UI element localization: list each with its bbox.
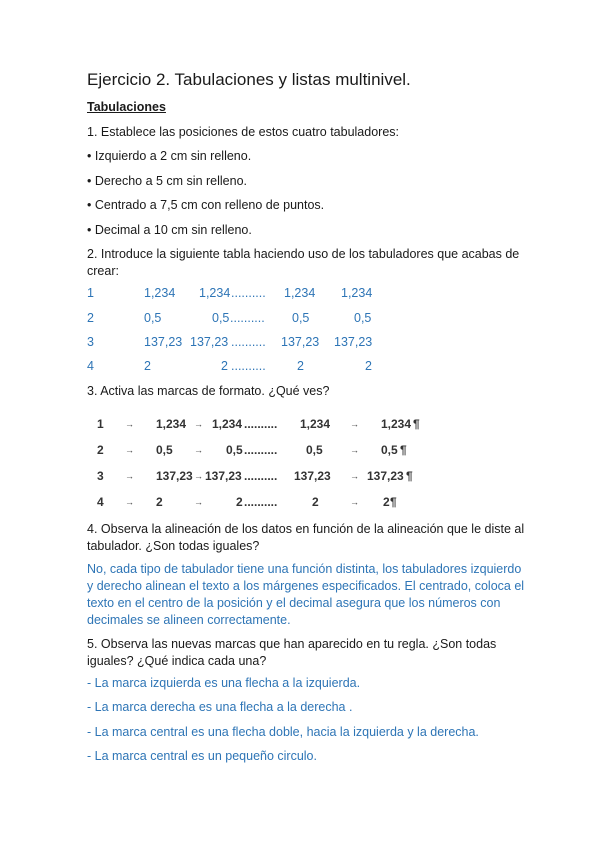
list-item: • Izquierdo a 2 cm sin relleno. bbox=[87, 149, 252, 163]
format-cell-left: 137,23 bbox=[156, 469, 193, 483]
table-cell-number: 1 bbox=[87, 286, 94, 300]
format-cell-dots: .......... bbox=[244, 469, 278, 483]
table-cell-decimal: 0,5 bbox=[354, 311, 372, 325]
format-cell-dots: .......... bbox=[244, 417, 278, 431]
tab-arrow-icon: → bbox=[125, 471, 134, 481]
tab-arrow-icon: → bbox=[350, 445, 359, 455]
table-cell-right: 137,23 bbox=[190, 335, 229, 349]
format-cell-left: 1,234 bbox=[156, 417, 187, 431]
table-cell-dots: .......... bbox=[230, 311, 265, 325]
format-cell-right: 137,23 bbox=[205, 469, 242, 483]
table-cell-number: 2 bbox=[87, 311, 94, 325]
format-cell-left: 2 bbox=[156, 495, 163, 509]
answer-4-line: y derecho alinean el texto a los márgenes especificados. El centrado, coloca el bbox=[87, 579, 525, 593]
pilcrow-icon: ¶ bbox=[400, 443, 407, 457]
page-title: Ejercicio 2. Tabulaciones y listas multinivel. bbox=[87, 70, 411, 89]
table-cell-decimal: 2 bbox=[365, 359, 372, 373]
tab-arrow-icon: → bbox=[350, 497, 359, 507]
format-cell-number: 2 bbox=[97, 443, 104, 457]
table-cell-left: 1,234 bbox=[144, 286, 176, 300]
question-4-line-1: 4. Observa la alineación de los datos en función de la alineación que le diste al bbox=[87, 522, 525, 536]
answer-5-item: - La marca central es una flecha doble, hacia la izquierda y la derecha. bbox=[87, 725, 479, 739]
format-cell-decimal: 0,5 bbox=[381, 443, 398, 457]
question-5-line-1: 5. Observa las nuevas marcas que han aparecido en tu regla. ¿Son todas bbox=[87, 637, 497, 651]
table-cell-left: 137,23 bbox=[144, 335, 183, 349]
question-5-line-2: iguales? ¿Qué indica cada una? bbox=[87, 654, 267, 668]
format-cell-decimal: 137,23 bbox=[367, 469, 404, 483]
tab-arrow-icon: → bbox=[194, 497, 203, 507]
format-cell-center: 137,23 bbox=[294, 469, 331, 483]
table-cell-right: 0,5 bbox=[212, 311, 230, 325]
table-cell-center: 0,5 bbox=[292, 311, 310, 325]
table-cell-decimal: 137,23 bbox=[334, 335, 373, 349]
format-cell-number: 4 bbox=[97, 495, 104, 509]
tab-arrow-icon: → bbox=[194, 419, 203, 429]
answer-5-item: - La marca central es un pequeño circulo. bbox=[87, 749, 317, 763]
table-cell-left: 2 bbox=[144, 359, 151, 373]
table-cell-number: 4 bbox=[87, 359, 94, 373]
tab-arrow-icon: → bbox=[350, 419, 359, 429]
table-cell-center: 2 bbox=[297, 359, 304, 373]
format-cell-left: 0,5 bbox=[156, 443, 173, 457]
pilcrow-icon: ¶ bbox=[406, 469, 413, 483]
format-cell-dots: .......... bbox=[244, 495, 278, 509]
format-cell-center: 1,234 bbox=[300, 417, 331, 431]
table-cell-dots: .......... bbox=[231, 286, 266, 300]
tab-arrow-icon: → bbox=[194, 471, 203, 481]
section-heading: Tabulaciones bbox=[87, 100, 166, 114]
format-cell-decimal: 1,234 bbox=[381, 417, 412, 431]
answer-4-line: texto en el centro de la posición y el decimal asegura que los números con bbox=[87, 596, 501, 610]
format-cell-number: 1 bbox=[97, 417, 104, 431]
tab-arrow-icon: → bbox=[125, 445, 134, 455]
question-2-line-1: 2. Introduce la siguiente tabla haciendo uso de los tabuladores que acabas de bbox=[87, 247, 520, 261]
format-cell-right: 0,5 bbox=[226, 443, 243, 457]
format-cell-right: 2 bbox=[236, 495, 243, 509]
format-cell-center: 0,5 bbox=[306, 443, 323, 457]
answer-4-line: decimales se alineen correctamente. bbox=[87, 613, 291, 627]
table-cell-dots: .......... bbox=[231, 359, 266, 373]
list-item: • Centrado a 7,5 cm con relleno de puntos. bbox=[87, 198, 325, 212]
pilcrow-icon: ¶ bbox=[390, 495, 397, 509]
table-cell-right: 2 bbox=[221, 359, 228, 373]
answer-5-item: - La marca izquierda es una flecha a la izquierda. bbox=[87, 676, 361, 690]
tab-arrow-icon: → bbox=[350, 471, 359, 481]
list-item: • Derecho a 5 cm sin relleno. bbox=[87, 174, 248, 188]
table-cell-center: 137,23 bbox=[281, 335, 320, 349]
format-cell-dots: .......... bbox=[244, 443, 278, 457]
tab-arrow-icon: → bbox=[194, 445, 203, 455]
list-item: • Decimal a 10 cm sin relleno. bbox=[87, 223, 252, 237]
answer-5-item: - La marca derecha es una flecha a la derecha . bbox=[87, 700, 353, 714]
table-cell-center: 1,234 bbox=[284, 286, 316, 300]
format-cell-center: 2 bbox=[312, 495, 319, 509]
answer-4-line: No, cada tipo de tabulador tiene una función distinta, los tabuladores izquierdo bbox=[87, 562, 522, 576]
table-cell-number: 3 bbox=[87, 335, 94, 349]
question-1: 1. Establece las posiciones de estos cuatro tabuladores: bbox=[87, 125, 399, 139]
question-4-line-2: tabulador. ¿Son todas iguales? bbox=[87, 539, 260, 553]
format-cell-right: 1,234 bbox=[212, 417, 243, 431]
format-cell-decimal: 2 bbox=[383, 495, 390, 509]
question-3: 3. Activa las marcas de formato. ¿Qué ves? bbox=[87, 384, 330, 398]
question-2-line-2: crear: bbox=[87, 264, 119, 278]
format-cell-number: 3 bbox=[97, 469, 104, 483]
tab-arrow-icon: → bbox=[125, 419, 134, 429]
table-cell-right: 1,234 bbox=[199, 286, 231, 300]
tab-arrow-icon: → bbox=[125, 497, 134, 507]
table-cell-left: 0,5 bbox=[144, 311, 162, 325]
table-cell-decimal: 1,234 bbox=[341, 286, 373, 300]
table-cell-dots: .......... bbox=[231, 335, 266, 349]
pilcrow-icon: ¶ bbox=[413, 417, 420, 431]
